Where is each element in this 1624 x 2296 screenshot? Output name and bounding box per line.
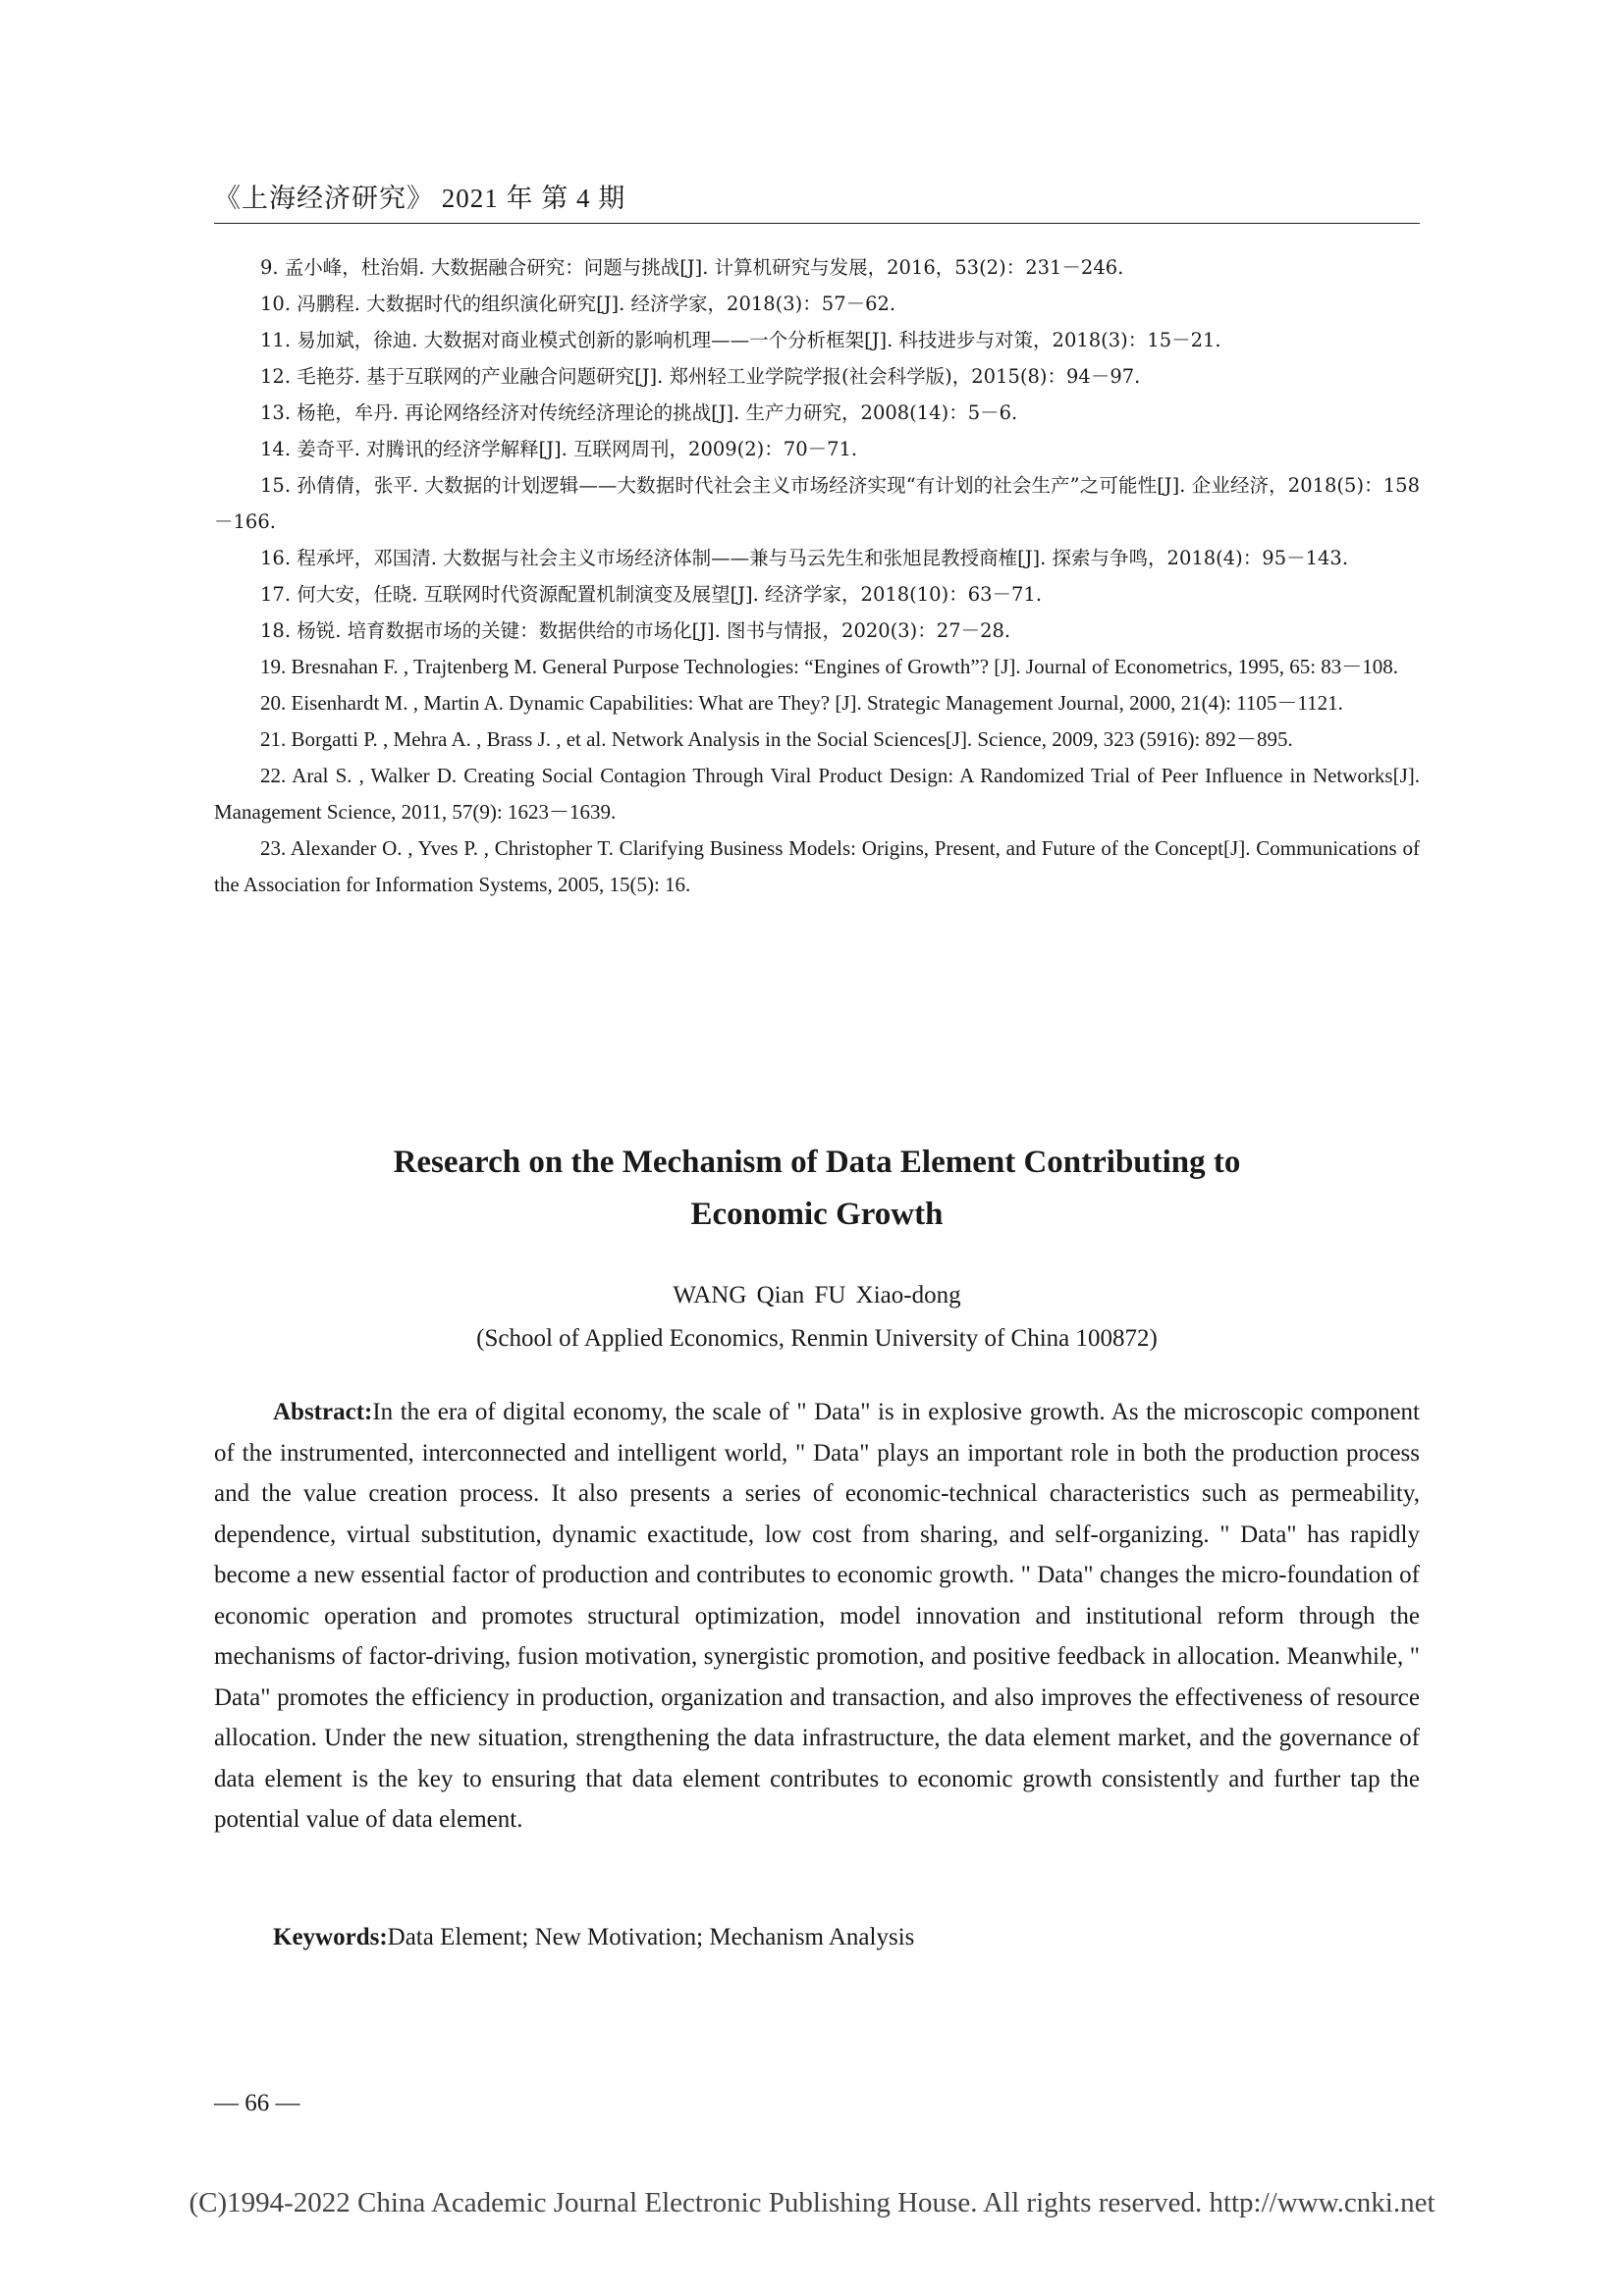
copyright-footer: (C)1994-2022 China Academic Journal Electronic Publishing House. All rights reserved. http://www.cnki.net bbox=[189, 2187, 1435, 2218]
keywords-label: Keywords: bbox=[273, 1924, 388, 1950]
journal-header: 《上海经济研究》 2021 年 第 4 期 bbox=[214, 184, 626, 213]
page-number: — 66 — bbox=[214, 2090, 300, 2116]
reference-item: 21. Borgatti P. , Mehra A. , Brass J. , et al. Network Analysis in the Social Sciences[J]. Science, 2009, 323 (5916): 892－895. bbox=[260, 727, 1293, 751]
paper-authors: WANG Qian FU Xiao-dong bbox=[673, 1282, 961, 1308]
reference-item: 14. 姜奇平. 对腾讯的经济学解释[J]. 互联网周刊，2009(2)：70－71. bbox=[260, 438, 858, 460]
keywords bbox=[214, 1924, 1420, 1951]
abstract-label: Abstract: bbox=[273, 1399, 373, 1425]
reference-item: 15. 孙倩倩，张平. 大数据的计划逻辑——大数据时代社会主义市场经济实现“有计划的社会生产”之可能性[J]. 企业经济，2018(5)：158－166. bbox=[214, 474, 1420, 533]
reference-item: 13. 杨艳，牟丹. 再论网络经济对传统经济理论的挑战[J]. 生产力研究，2008(14)：5－6. bbox=[260, 401, 1018, 424]
keywords-text: Data Element; New Motivation; Mechanism Analysis bbox=[387, 1924, 915, 1950]
reference-item: 20. Eisenhardt M. , Martin A. Dynamic Capabilities: What are They? [J]. Strategic Management Journal, 2000, 21(4): 1105－1121. bbox=[260, 691, 1343, 715]
reference-item: 9. 孟小峰，杜治娟. 大数据融合研究：问题与挑战[J]. 计算机研究与发展，2016，53(2)：231－246. bbox=[260, 256, 1124, 279]
reference-list bbox=[214, 249, 1420, 903]
reference-item: 23. Alexander O. , Yves P. , Christopher T. Clarifying Business Models: Origins, Present, and Future of the Concept[J]. Communications of the Association for Information Systems, 2005, 15(5): 16. bbox=[214, 836, 1420, 896]
paper-title-line: Economic Growth bbox=[690, 1197, 944, 1232]
abstract-text: In the era of digital economy, the scale of " Data" is in explosive growth. As the microscopic component of the instrumented, interconnected and intelligent world, " Data" plays an important role in both the production process and the value creation process. It also presents a series of economic-technical characteristics such as permeability, dependence, virtual substitution, dynamic exactitude, low cost from sharing, and self-organizing. " Data" has rapidly become a new essential factor of production and contributes to economic growth. " Data" changes the micro-foundation of economic operation and promotes structural optimization, model innovation and institutional reform through the mechanisms of factor-driving, fusion motivation, synergistic promotion, and positive feedback in allocation. Meanwhile, " Data" promotes the efficiency in production, organization and transaction, and also improves the effectiveness of resource allocation. Under the new situation, strengthening the data infrastructure, the data element market, and the governance of data element is the key to ensuring that data element contributes to economic growth consistently and further tap the potential value of data element. bbox=[214, 1399, 1420, 1833]
reference-item: 17. 何大安，任晓. 互联网时代资源配置机制演变及展望[J]. 经济学家，2018(10)：63－71. bbox=[260, 583, 1043, 606]
header-divider bbox=[214, 223, 1420, 224]
paper-title-line: Research on the Mechanism of Data Element Contributing to bbox=[393, 1145, 1241, 1180]
reference-item: 18. 杨锐. 培育数据市场的关键：数据供给的市场化[J]. 图书与情报，2020(3)：27－28. bbox=[260, 619, 1011, 642]
reference-item: 19. Bresnahan F. , Trajtenberg M. General Purpose Technologies: “Engines of Growth”? [J]. Journal of Econometrics, 1995, 65: 83－108. bbox=[260, 655, 1399, 678]
abstract bbox=[214, 1392, 1420, 1841]
reference-item: 16. 程承坪，邓国清. 大数据与社会主义市场经济体制——兼与马云先生和张旭昆教授商榷[J]. 探索与争鸣，2018(4)：95－143. bbox=[260, 547, 1349, 569]
reference-item: 12. 毛艳芬. 基于互联网的产业融合问题研究[J]. 郑州轻工业学院学报(社会科学版)，2015(8)：94－97. bbox=[260, 365, 1141, 388]
reference-item: 22. Aral S. , Walker D. Creating Social Contagion Through Viral Product Design: A Randomized Trial of Peer Influence in Networks[J]. Management Science, 2011, 57(9): 1623－1639. bbox=[214, 764, 1420, 824]
paper-affiliation: (School of Applied Economics, Renmin University of China 100872) bbox=[476, 1325, 1158, 1352]
paper-title bbox=[214, 1137, 1420, 1241]
reference-item: 11. 易加斌，徐迪. 大数据对商业模式创新的影响机理——一个分析框架[J]. 科技进步与对策，2018(3)：15－21. bbox=[260, 329, 1221, 351]
reference-item: 10. 冯鹏程. 大数据时代的组织演化研究[J]. 经济学家，2018(3)：57－62. bbox=[260, 293, 896, 315]
